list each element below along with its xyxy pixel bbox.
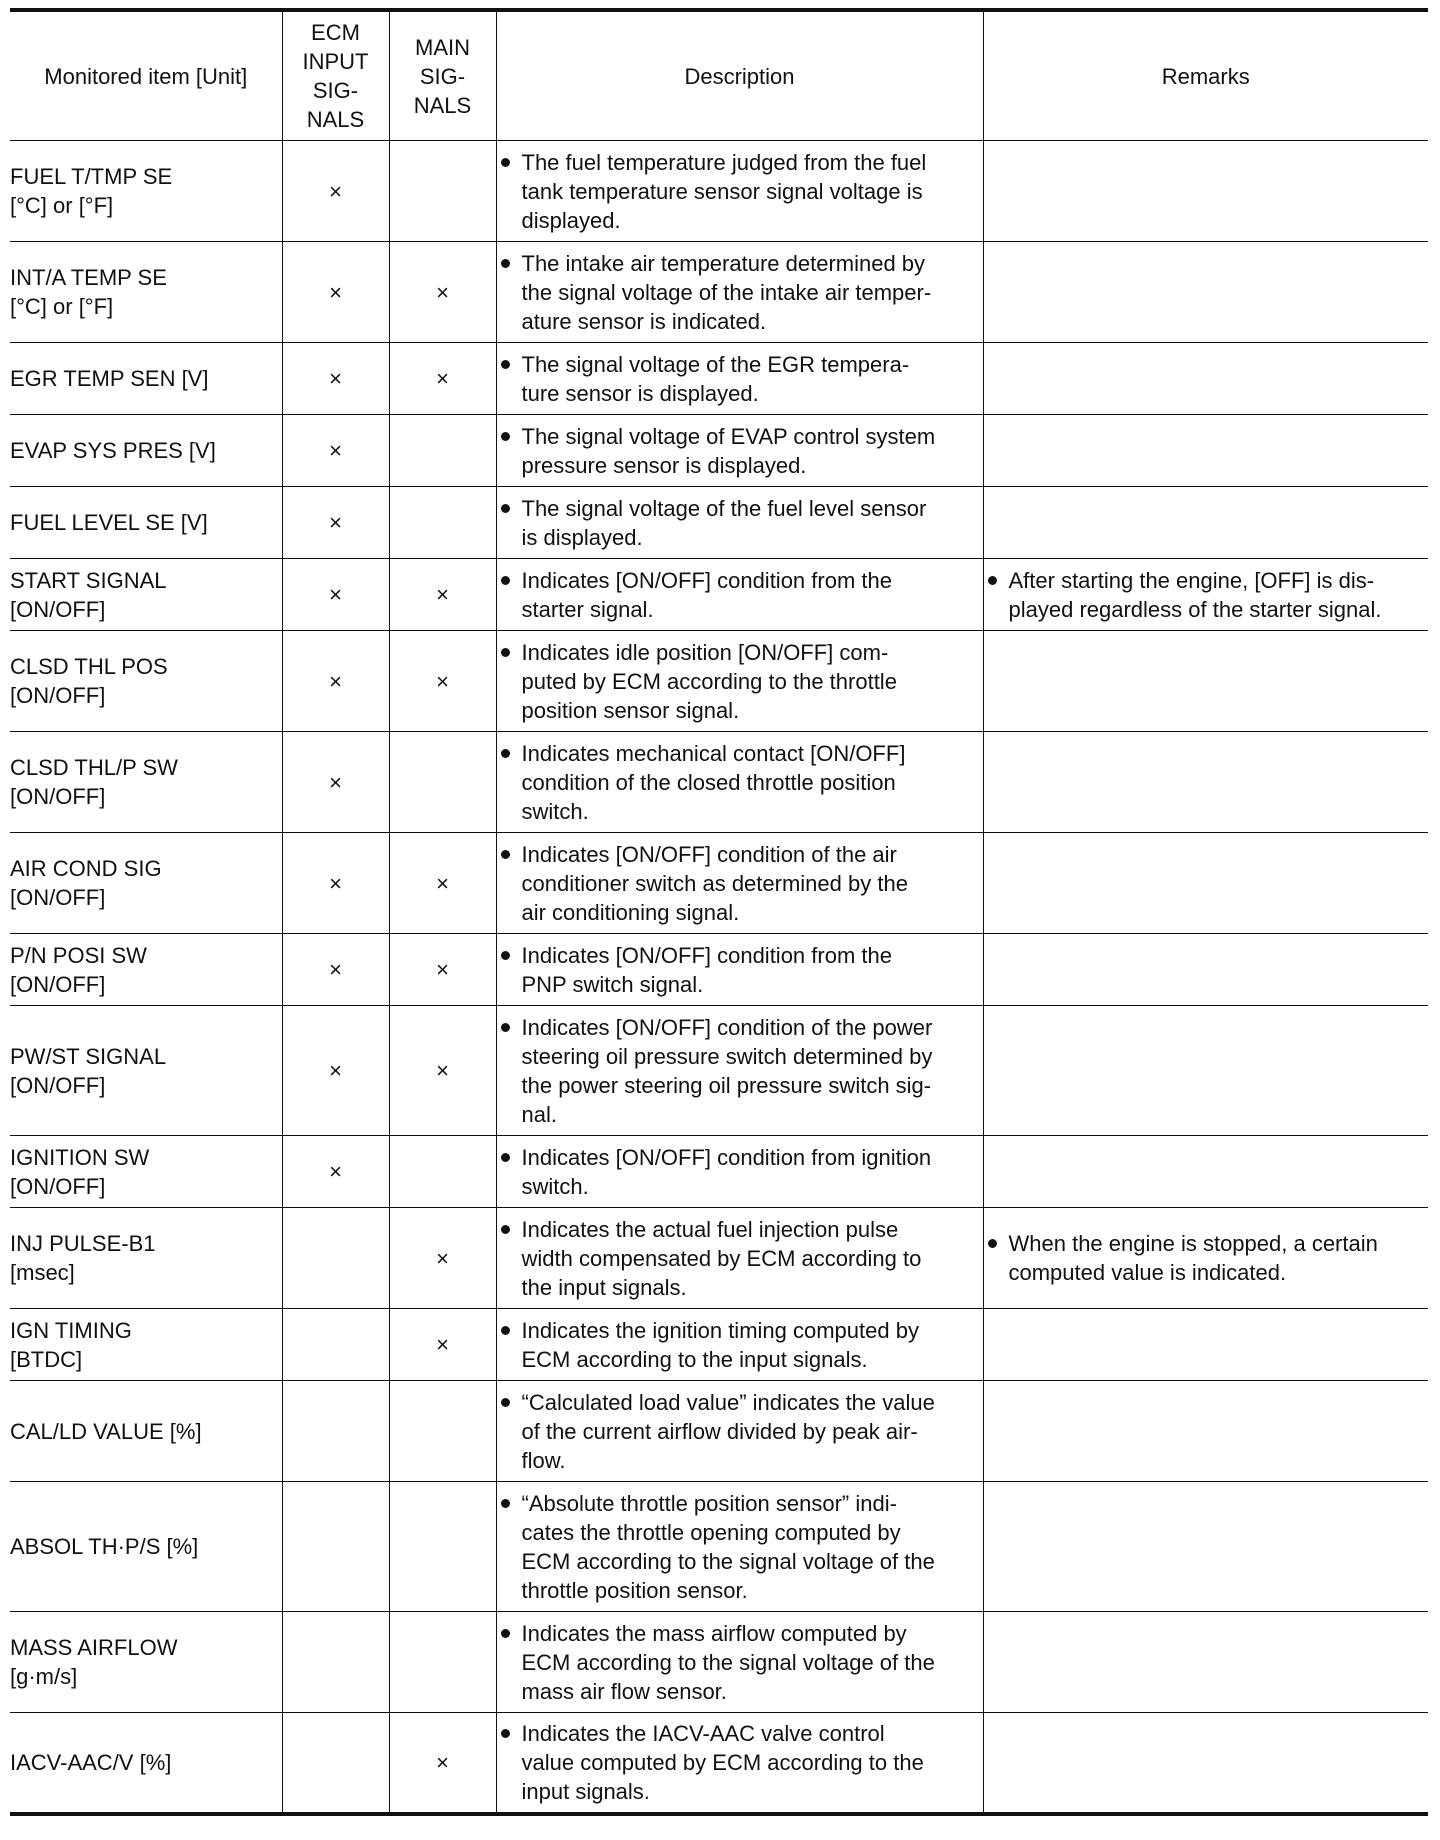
bullet-icon <box>501 1326 510 1335</box>
table-row <box>10 1136 1428 1208</box>
monitored-item-line: [msec] <box>10 1260 75 1285</box>
monitored-item-line: [g·m/s] <box>10 1664 78 1689</box>
description-text <box>522 1013 983 1129</box>
monitored-item-line: [ON/OFF] <box>10 596 106 622</box>
monitored-item-cell <box>10 1006 282 1136</box>
main-signal-cell <box>389 1482 496 1612</box>
description-text <box>522 1143 983 1201</box>
description-line: nal. <box>521 1101 557 1127</box>
description-bullet <box>497 1489 983 1605</box>
table-row <box>10 1612 1428 1713</box>
description-line: cates the throttle opening computed by <box>521 1519 901 1545</box>
monitored-item-cell <box>10 487 282 559</box>
description-line: Indicates [ON/OFF] condition of the air <box>521 841 897 867</box>
monitored-item-line: ABSOL TH·P/S [%] <box>10 1534 199 1559</box>
remarks-cell <box>983 833 1428 934</box>
ecm-input-signal-cell <box>282 1006 389 1136</box>
description-line: ECM according to the signal voltage of the <box>521 1548 935 1574</box>
table-row <box>10 1309 1428 1381</box>
description-cell <box>496 487 983 559</box>
monitored-item-cell <box>10 1482 282 1612</box>
ecm-input-signal-cell <box>282 415 389 487</box>
description-bullet <box>497 941 983 999</box>
ecm-input-signal-cell <box>282 1482 389 1612</box>
description-line: flow. <box>521 1447 566 1473</box>
bullet-icon <box>501 576 510 585</box>
description-line: ature sensor is indicated. <box>521 308 767 334</box>
description-line: Indicates the ignition timing computed by <box>521 1317 919 1343</box>
bullet-icon <box>501 360 510 369</box>
main-signal-cell <box>389 242 496 343</box>
description-line: “Calculated load value” indicates the value <box>521 1389 935 1415</box>
description-cell <box>496 1136 983 1208</box>
check-mark: × <box>436 870 449 896</box>
description-text <box>522 422 983 480</box>
remarks-cell <box>983 934 1428 1006</box>
check-mark: × <box>329 1058 342 1083</box>
main-signal-cell <box>389 141 496 242</box>
bullet-icon <box>501 158 510 167</box>
description-cell <box>496 1208 983 1309</box>
description-text <box>522 1489 983 1605</box>
bullet-icon <box>988 576 997 585</box>
bullet-icon <box>501 951 510 960</box>
remark-bullet <box>984 1229 1429 1287</box>
monitored-item-line: START SIGNAL <box>10 567 167 593</box>
description-text <box>522 148 983 235</box>
description-text <box>522 739 983 826</box>
description-line: ture sensor is displayed. <box>521 380 759 406</box>
table-row <box>10 242 1428 343</box>
remarks-cell <box>983 141 1428 242</box>
check-mark: × <box>329 870 342 896</box>
monitored-item-line: MASS AIRFLOW <box>10 1635 178 1660</box>
monitored-item-cell <box>10 1208 282 1309</box>
table-row <box>10 343 1428 415</box>
check-mark: × <box>329 668 342 694</box>
remarks-cell <box>983 1309 1428 1381</box>
remarks-cell <box>983 1208 1428 1309</box>
main-signal-cell <box>389 487 496 559</box>
ecm-input-signal-cell <box>282 1208 389 1309</box>
description-line: throttle position sensor. <box>521 1577 748 1603</box>
header-ecm-line: NALS <box>306 107 365 132</box>
ecm-input-signal-cell <box>282 1713 389 1814</box>
table-row <box>10 732 1428 833</box>
monitored-item-line: [°C] or [°F] <box>10 193 114 218</box>
description-text <box>522 1388 983 1475</box>
table-row <box>10 1482 1428 1612</box>
check-mark: × <box>436 957 449 982</box>
description-line: starter signal. <box>521 596 654 622</box>
description-line: the input signals. <box>521 1274 687 1300</box>
description-cell <box>496 242 983 343</box>
remark-line: When the engine is stopped, a certain <box>1008 1231 1378 1256</box>
description-line: the power steering oil pressure switch sig- <box>521 1072 932 1098</box>
check-mark: × <box>329 279 342 305</box>
description-line: The fuel temperature judged from the fuel <box>521 149 927 175</box>
table-row <box>10 559 1428 631</box>
monitored-item-cell <box>10 1381 282 1482</box>
description-line: of the current airflow divided by peak air- <box>521 1418 918 1444</box>
table-row <box>10 141 1428 242</box>
monitored-item-cell <box>10 1136 282 1208</box>
ecm-input-signal-cell <box>282 343 389 415</box>
main-signal-cell <box>389 631 496 732</box>
description-bullet <box>497 249 983 336</box>
table-row <box>10 1713 1428 1814</box>
bullet-icon <box>501 648 510 657</box>
main-signal-cell <box>389 1208 496 1309</box>
description-line: steering oil pressure switch determined by <box>521 1043 933 1069</box>
bullet-icon <box>988 1239 997 1248</box>
bullet-icon <box>501 1729 510 1738</box>
table-row <box>10 631 1428 732</box>
remark-text <box>1009 566 1429 624</box>
table-body <box>10 141 1428 1814</box>
description-bullet <box>497 1316 983 1374</box>
description-line: ECM according to the signal voltage of the <box>521 1649 935 1675</box>
description-text <box>522 840 983 927</box>
description-text <box>522 638 983 725</box>
check-mark: × <box>329 366 342 391</box>
description-line: Indicates the mass airflow computed by <box>521 1620 907 1646</box>
monitored-item-line: EVAP SYS PRES [V] <box>10 438 216 463</box>
check-mark: × <box>436 279 449 305</box>
description-cell <box>496 934 983 1006</box>
description-line: The signal voltage of EVAP control system <box>521 423 936 449</box>
main-signal-cell <box>389 732 496 833</box>
description-line: input signals. <box>521 1778 650 1804</box>
check-mark: × <box>436 366 449 391</box>
monitored-items-table <box>10 8 1428 1816</box>
description-line: Indicates the IACV-AAC valve control <box>521 1720 885 1746</box>
header-ecm-line: ECM <box>311 20 360 45</box>
description-text <box>522 566 983 624</box>
check-mark: × <box>436 1332 449 1357</box>
remarks-cell <box>983 559 1428 631</box>
bullet-icon <box>501 850 510 859</box>
description-line: The signal voltage of the EGR tempera- <box>521 351 910 377</box>
main-signal-cell <box>389 1381 496 1482</box>
monitored-item-cell <box>10 415 282 487</box>
monitored-item-line: [ON/OFF] <box>10 971 106 997</box>
remarks-cell <box>983 1612 1428 1713</box>
monitored-item-cell <box>10 631 282 732</box>
bullet-icon <box>501 1225 510 1234</box>
ecm-input-signal-cell <box>282 141 389 242</box>
remarks-cell <box>983 1713 1428 1814</box>
monitored-item-cell <box>10 242 282 343</box>
header-main-line: NALS <box>413 92 472 118</box>
monitored-item-line: [ON/OFF] <box>10 885 106 910</box>
monitored-item-line: [ON/OFF] <box>10 683 106 708</box>
description-line: Indicates [ON/OFF] condition of the power <box>521 1014 933 1040</box>
remark-line: After starting the engine, [OFF] is dis- <box>1008 567 1375 593</box>
description-cell <box>496 1006 983 1136</box>
main-signal-cell <box>389 1713 496 1814</box>
check-mark: × <box>329 769 342 795</box>
description-bullet <box>497 739 983 826</box>
main-signal-cell <box>389 343 496 415</box>
bullet-icon <box>501 259 510 268</box>
description-text <box>522 1619 983 1706</box>
ecm-input-signal-cell <box>282 1381 389 1482</box>
description-text <box>522 1719 983 1806</box>
description-line: Indicates idle position [ON/OFF] com- <box>521 639 889 665</box>
ecm-input-signal-cell <box>282 631 389 732</box>
table-row <box>10 487 1428 559</box>
description-bullet <box>497 422 983 480</box>
description-cell <box>496 1612 983 1713</box>
remarks-cell <box>983 1006 1428 1136</box>
monitored-item-cell <box>10 1713 282 1814</box>
description-bullet <box>497 638 983 725</box>
monitored-item-line: [BTDC] <box>10 1346 83 1372</box>
bullet-icon <box>501 1153 510 1162</box>
monitored-item-cell <box>10 732 282 833</box>
description-bullet <box>497 1013 983 1129</box>
description-line: the signal voltage of the intake air temper- <box>521 279 932 305</box>
description-line: Indicates the actual fuel injection pulse <box>521 1216 899 1242</box>
description-line: air conditioning signal. <box>521 899 740 925</box>
header-main-line: MAIN <box>415 34 470 60</box>
check-mark: × <box>329 582 342 607</box>
monitored-item-line: CAL/LD VALUE [%] <box>10 1418 202 1444</box>
remarks-cell <box>983 487 1428 559</box>
main-signal-cell <box>389 415 496 487</box>
header-main-line: SIG- <box>419 63 466 89</box>
description-cell <box>496 559 983 631</box>
description-line: Indicates mechanical contact [ON/OFF] <box>521 740 906 766</box>
description-bullet <box>497 1619 983 1706</box>
description-bullet <box>497 840 983 927</box>
remarks-cell <box>983 1482 1428 1612</box>
description-cell <box>496 1713 983 1814</box>
description-bullet <box>497 566 983 624</box>
remarks-cell <box>983 631 1428 732</box>
monitored-item-cell <box>10 343 282 415</box>
description-line: The signal voltage of the fuel level sensor <box>521 495 927 521</box>
monitored-item-line: INJ PULSE-B1 <box>10 1231 156 1256</box>
header-monitored-item: Monitored item [Unit] <box>10 10 282 141</box>
monitored-item-line: P/N POSI SW <box>10 942 147 968</box>
table-row <box>10 833 1428 934</box>
description-line: switch. <box>521 798 589 824</box>
ecm-input-signal-cell <box>282 559 389 631</box>
check-mark: × <box>436 1245 449 1271</box>
description-bullet <box>497 494 983 552</box>
monitored-item-line: INT/A TEMP SE <box>10 265 167 290</box>
description-cell <box>496 1381 983 1482</box>
bullet-icon <box>501 504 510 513</box>
check-mark: × <box>436 668 449 694</box>
description-bullet <box>497 1388 983 1475</box>
main-signal-cell <box>389 833 496 934</box>
description-line: puted by ECM according to the throttle <box>521 668 897 694</box>
description-bullet <box>497 148 983 235</box>
monitored-item-cell <box>10 934 282 1006</box>
description-bullet <box>497 350 983 408</box>
monitored-item-line: IGNITION SW <box>10 1144 150 1170</box>
remarks-cell <box>983 415 1428 487</box>
description-line: conditioner switch as determined by the <box>521 870 908 896</box>
header-ecm-input-signals <box>282 10 389 141</box>
main-signal-cell <box>389 1309 496 1381</box>
monitored-item-line: AIR COND SIG <box>10 856 162 881</box>
remark-bullet <box>984 566 1429 624</box>
description-cell <box>496 631 983 732</box>
check-mark: × <box>329 438 342 463</box>
ecm-input-signal-cell <box>282 1612 389 1713</box>
main-signal-cell <box>389 1136 496 1208</box>
description-line: Indicates [ON/OFF] condition from the <box>521 942 892 968</box>
table-row <box>10 1006 1428 1136</box>
monitored-item-line: [°C] or [°F] <box>10 294 114 319</box>
description-bullet <box>497 1719 983 1806</box>
description-text <box>522 249 983 336</box>
main-signal-cell <box>389 559 496 631</box>
bullet-icon <box>501 749 510 758</box>
monitored-item-line: PW/ST SIGNAL <box>10 1043 167 1069</box>
remark-line: computed value is indicated. <box>1008 1260 1287 1285</box>
monitored-item-cell <box>10 1612 282 1713</box>
monitored-item-line: IGN TIMING <box>10 1317 132 1343</box>
monitored-item-line: [ON/OFF] <box>10 1173 106 1199</box>
description-bullet <box>497 1215 983 1302</box>
description-bullet <box>497 1143 983 1201</box>
remarks-cell <box>983 242 1428 343</box>
table-row <box>10 1208 1428 1309</box>
description-line: is displayed. <box>521 524 643 550</box>
monitored-item-cell <box>10 559 282 631</box>
monitored-item-line: CLSD THL POS <box>10 654 168 679</box>
check-mark: × <box>436 1058 449 1083</box>
description-line: pressure sensor is displayed. <box>521 452 807 478</box>
description-text <box>522 1316 983 1374</box>
main-signal-cell <box>389 1612 496 1713</box>
description-cell <box>496 343 983 415</box>
remark-line: played regardless of the starter signal. <box>1008 596 1382 622</box>
description-line: tank temperature sensor signal voltage is <box>521 178 923 204</box>
monitored-item-line: [ON/OFF] <box>10 784 106 809</box>
description-line: value computed by ECM according to the <box>521 1749 924 1775</box>
ecm-input-signal-cell <box>282 487 389 559</box>
remarks-cell <box>983 732 1428 833</box>
remarks-cell <box>983 1136 1428 1208</box>
monitored-item-line: IACV-AAC/V [%] <box>10 1749 172 1775</box>
main-signal-cell <box>389 934 496 1006</box>
description-line: “Absolute throttle position sensor” indi- <box>521 1490 897 1516</box>
description-line: PNP switch signal. <box>521 971 704 997</box>
ecm-input-signal-cell <box>282 1136 389 1208</box>
monitored-item-line: FUEL LEVEL SE [V] <box>10 510 208 535</box>
ecm-input-signal-cell <box>282 833 389 934</box>
bullet-icon <box>501 1023 510 1032</box>
ecm-input-signal-cell <box>282 242 389 343</box>
description-cell <box>496 833 983 934</box>
description-line: condition of the closed throttle position <box>521 769 896 795</box>
description-line: position sensor signal. <box>521 697 740 723</box>
bullet-icon <box>501 1398 510 1407</box>
description-line: displayed. <box>521 207 621 233</box>
check-mark: × <box>329 1159 342 1184</box>
bullet-icon <box>501 432 510 441</box>
description-line: Indicates [ON/OFF] condition from the <box>521 567 892 593</box>
description-cell <box>496 415 983 487</box>
remarks-cell <box>983 1381 1428 1482</box>
description-text <box>522 494 983 552</box>
monitored-item-line: EGR TEMP SEN [V] <box>10 366 209 391</box>
table-row <box>10 934 1428 1006</box>
description-cell <box>496 141 983 242</box>
header-ecm-line: INPUT <box>302 49 369 74</box>
bullet-icon <box>501 1499 510 1508</box>
monitored-item-cell <box>10 833 282 934</box>
description-text <box>522 1215 983 1302</box>
remarks-cell <box>983 343 1428 415</box>
check-mark: × <box>436 1749 449 1775</box>
header-row <box>10 10 1428 141</box>
description-line: ECM according to the input signals. <box>521 1346 868 1372</box>
monitored-item-cell <box>10 1309 282 1381</box>
header-main-signals <box>389 10 496 141</box>
description-line: width compensated by ECM according to <box>521 1245 922 1271</box>
table-row <box>10 1381 1428 1482</box>
description-cell <box>496 732 983 833</box>
table-row <box>10 415 1428 487</box>
monitored-item-line: [ON/OFF] <box>10 1072 106 1098</box>
check-mark: × <box>329 178 342 204</box>
check-mark: × <box>329 957 342 982</box>
description-text <box>522 941 983 999</box>
monitored-item-line: FUEL T/TMP SE <box>10 164 173 189</box>
main-signal-cell <box>389 1006 496 1136</box>
description-line: switch. <box>521 1173 589 1199</box>
ecm-input-signal-cell <box>282 1309 389 1381</box>
ecm-input-signal-cell <box>282 732 389 833</box>
check-mark: × <box>436 582 449 607</box>
header-description: Description <box>496 10 983 141</box>
bullet-icon <box>501 1629 510 1638</box>
check-mark: × <box>329 510 342 535</box>
header-remarks: Remarks <box>983 10 1428 141</box>
remark-text <box>1009 1229 1429 1287</box>
description-line: The intake air temperature determined by <box>521 250 926 276</box>
monitored-item-cell <box>10 141 282 242</box>
description-cell <box>496 1482 983 1612</box>
ecm-input-signal-cell <box>282 934 389 1006</box>
description-cell <box>496 1309 983 1381</box>
monitored-item-line: CLSD THL/P SW <box>10 755 178 780</box>
header-ecm-line: SIG- <box>312 78 359 103</box>
description-line: Indicates [ON/OFF] condition from ignition <box>521 1144 932 1170</box>
description-text <box>522 350 983 408</box>
description-line: mass air flow sensor. <box>521 1678 727 1704</box>
